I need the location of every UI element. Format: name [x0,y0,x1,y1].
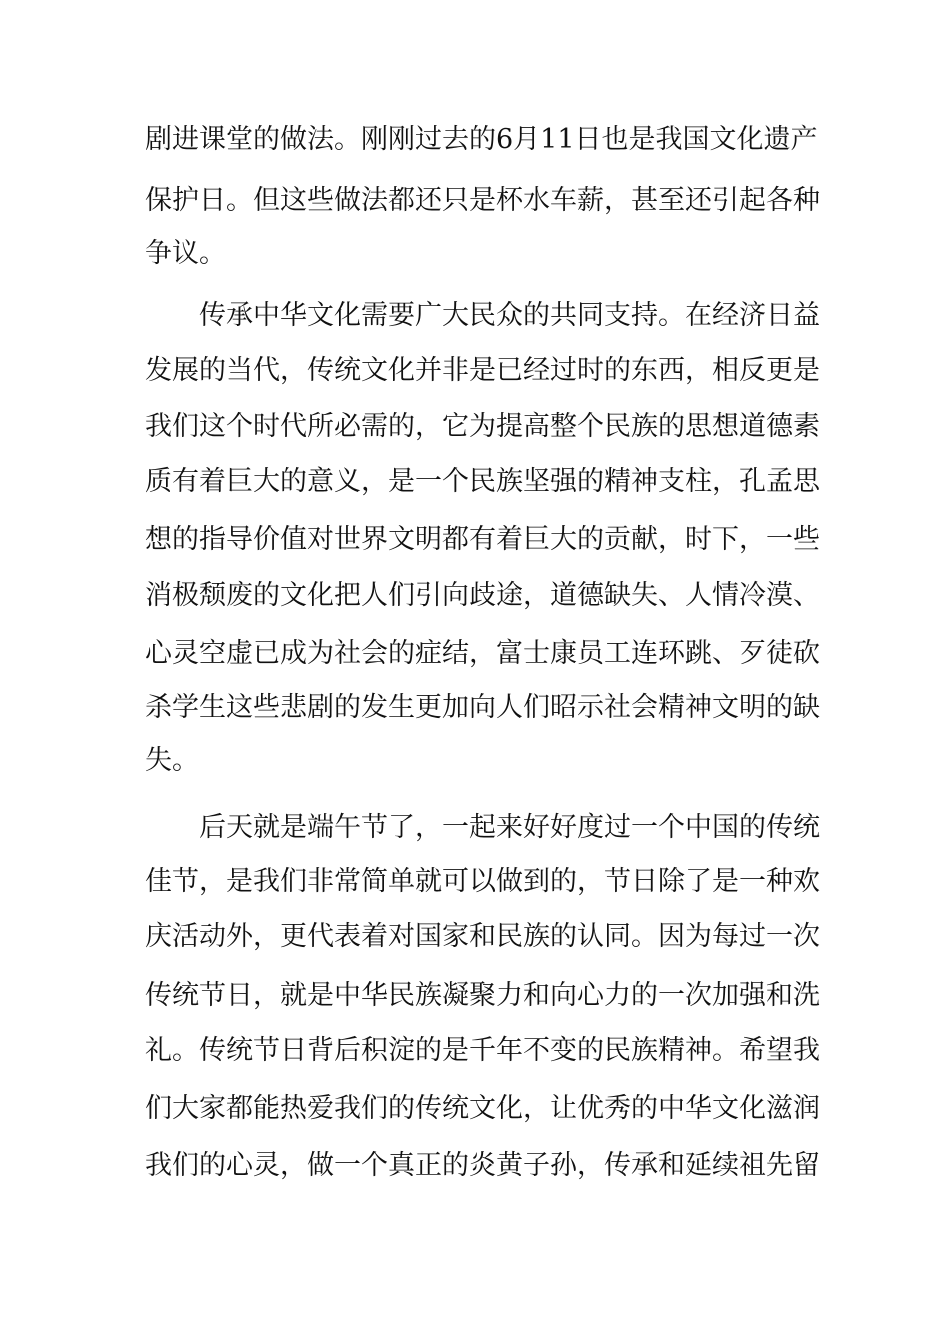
text-line: 心灵空虚已成为社会的症结，富士康员工连环跳、歹徒砍 [145,638,820,669]
text-line: 后天就是端午节了，一起来好好度过一个中国的传统 [199,812,820,843]
text-line: 我们这个时代所必需的，它为提高整个民族的思想道德素 [145,411,820,442]
text-line: 质有着巨大的意义，是一个民族坚强的精神支柱，孔孟思 [145,466,820,497]
text-line: 保护日。但这些做法都还只是杯水车薪，甚至还引起各种 [145,185,820,216]
text-line: 庆活动外，更代表着对国家和民族的认同。因为每过一次 [145,921,820,952]
text-line: 们大家都能热爱我们的传统文化，让优秀的中华文化滋润 [145,1093,820,1124]
text-line: 失。 [145,745,199,776]
text-line: 争议。 [145,238,226,269]
text-line: 剧进课堂的做法。刚刚过去的6月11日也是我国文化遗产 [145,124,818,155]
text-line: 消极颓废的文化把人们引向歧途，道德缺失、人情冷漠、 [145,580,820,611]
text-line: 传承中华文化需要广大民众的共同支持。在经济日益 [199,300,820,331]
text-line: 发展的当代，传统文化并非是已经过时的东西，相反更是 [145,355,820,386]
text-line: 传统节日，就是中华民族凝聚力和向心力的一次加强和洗 [145,980,820,1011]
text-line: 想的指导价值对世界文明都有着巨大的贡献，时下，一些 [145,524,820,555]
text-line: 我们的心灵，做一个真正的炎黄子孙，传承和延续祖先留 [145,1150,820,1181]
text-line: 礼。传统节日背后积淀的是千年不变的民族精神。希望我 [145,1035,820,1066]
text-line: 佳节，是我们非常简单就可以做到的，节日除了是一种欢 [145,866,820,897]
text-line: 杀学生这些悲剧的发生更加向人们昭示社会精神文明的缺 [145,692,820,723]
